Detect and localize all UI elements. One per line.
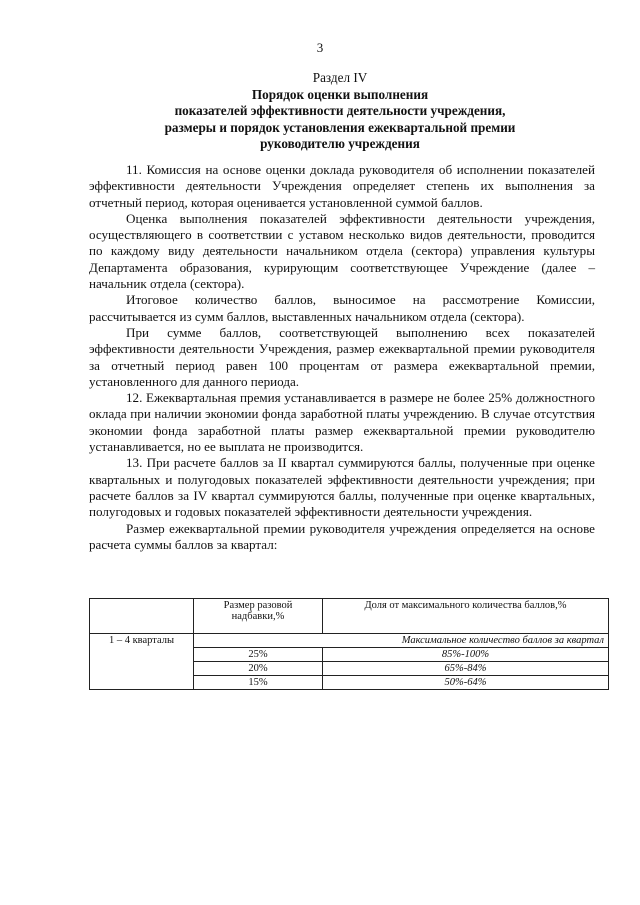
table-subheader: Максимальное количество баллов за квартал (194, 634, 609, 648)
heading-line-2: показателей эффективности деятельности учреждения, (174, 103, 506, 118)
table-header-size: Размер разовой надбавки,% (194, 599, 323, 634)
paragraph: Оценка выполнения показателей эффективности деятельности учреждения, осуществляющего в соответствии с уставом несколько видов деятельности, проводится по каждому виду деятельности начальником отдела (сектора) управления культуры Департамента образования, курирующим соответствующее Учреждение (далее – начальник отдела (сектора). (89, 210, 595, 292)
paragraph: Размер ежеквартальной премии руководителя учреждения определяется на основе расчета суммы баллов за квартал: (89, 520, 595, 552)
table-row-label: 1 – 4 кварталы (90, 634, 194, 690)
section-heading (80, 70, 600, 153)
table-cell-share: 65%-84% (323, 662, 609, 676)
paragraph-12: 12. Ежеквартальная премия устанавливается в размере не более 25% должностного оклада при наличии экономии фонда заработной платы учреждению. В случае отсутствия экономии фонда заработной платы размер ежеквартальной премии руководителю устанавливается, но ее выплата не производится. (89, 390, 595, 455)
paragraph: При сумме баллов, соответствующей выполнению всех показателей эффективности деятельности Учреждения, размер ежеквартальной премии руководителя за отчетный период равен 100 процентам от размера ежеквартальной премии, установленного для данного периода. (89, 324, 595, 389)
table-cell-size: 25% (194, 648, 323, 662)
premium-table (89, 598, 609, 690)
document-body (89, 162, 595, 553)
table-header-empty (90, 599, 194, 634)
page-number: 3 (316, 40, 324, 55)
paragraph: Итоговое количество баллов, выносимое на рассмотрение Комиссии, рассчитывается из сумм баллов, выставленных начальником отдела (сектора). (89, 292, 595, 324)
paragraph-13: 13. При расчете баллов за II квартал суммируются баллы, полученные при оценке квартальных и полугодовых показателей эффективности деятельности учреждения; при расчете баллов за IV квартал суммируются баллы, полученные при оценке квартальных, полугодовых и годовых показателей эффективности деятельности учреждения. (89, 455, 595, 520)
heading-line-1: Порядок оценки выполнения (251, 86, 429, 102)
heading-line-4: руководителю учреждения (260, 136, 420, 151)
table-cell-share: 85%-100% (323, 648, 609, 662)
table-row (90, 634, 609, 648)
table-header-row (90, 599, 609, 634)
heading-line-3: размеры и порядок установления ежеквартальной премии (164, 119, 516, 135)
table-cell-share: 50%-64% (323, 676, 609, 690)
table-header-share: Доля от максимального количества баллов,% (323, 599, 609, 634)
section-title: Раздел IV (312, 70, 368, 85)
paragraph-11: 11. Комиссия на основе оценки доклада руководителя об исполнении показателей эффективности деятельности Учреждения определяет степень их выполнения за отчетный период, которая оценивается установленной суммой баллов. (89, 162, 595, 210)
table-cell-size: 20% (194, 662, 323, 676)
table-cell-size: 15% (194, 676, 323, 690)
